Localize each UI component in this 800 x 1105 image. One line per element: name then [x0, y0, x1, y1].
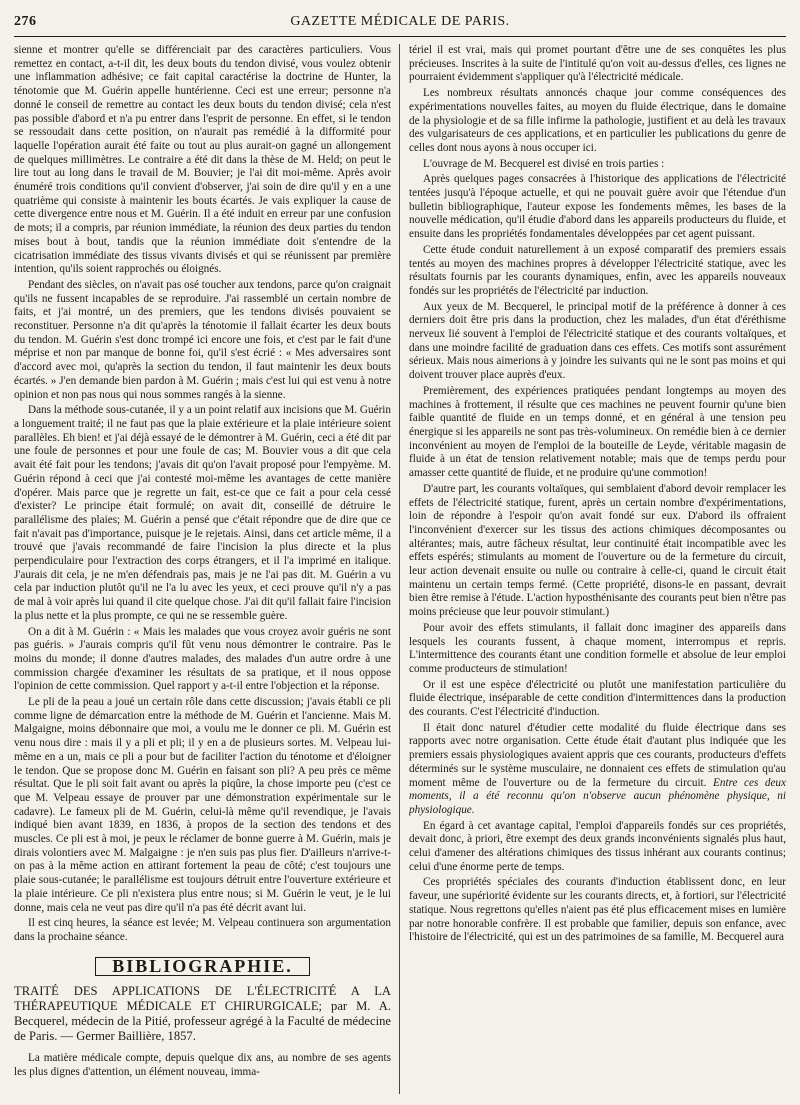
paragraph-text: Aux yeux de M. Becquerel, le principal motif de la préférence à donner à ces derniers doit être pris dans la production, chez les malades, d'un état d'éréthisme nerveux lié souvent à l'emploi de l'électricité statique et des courants voltaïques, et dans une moindre facilité de graduation dans ces effets. Ces motifs sont assurément sérieux. Mais nous aimerions à y joindre les suivants qui ne le sont pas moins et qui doivent trouver place auprès d'eux. [409, 300, 786, 382]
paragraph [409, 820, 786, 875]
paragraph-text: Cette étude conduit naturellement à un exposé comparatif des premiers essais tentés au moyen des machines propres à développer l'électricité statique, avec les résultats fournis par les courants dynamiques, enfin, avec les appareils nouveaux fondés sur les propriétés de l'électricité par induction. [409, 243, 786, 297]
paragraph-text: Premièrement, des expériences pratiquées pendant longtemps au moyen des machines à frottement, il résulte que ces machines ne peuvent fournir qu'une bien faible quantité de fluide en un temps donné, et en général à une tension peu énergique si les appareils ne sont pas très-volumineux. On remédie bien à ce dernier inconvénient au moyen de l'emploi de la bouteille de Leyde, véritable magasin de fluide à un état de tension relativement notable; mais que de temps perdu pour amasser cette quantité de fluide, et ne produire qu'une commotion! [409, 384, 786, 480]
paragraph [409, 158, 786, 172]
paragraph [409, 483, 786, 620]
bibliography-section [14, 957, 391, 977]
paragraph-text: Pour avoir des effets stimulants, il fallait donc imaginer des appareils dans lesquels les courants fussent, à chaque moment, interrompus et repris. L'intermittence des courants étant une condition formelle et absolue de leur emploi comme producteurs de stimulation! [409, 621, 786, 675]
paragraph-text: sienne et montrer qu'elle se différenciait par des caractères particuliers. Vous remettez en contact, a-t-il dit, les deux bouts du tendon divisé, vous voulez obtenir une inflammation adhésive; ce fait capital caractérise la doctrine de Hunter, la ténotomie que M. Guérin appelle huntérienne. Ceci est une erreur; personne n'a donné le conseil de remettre au contact les deux bouts du tendon divisé; cela n'est pas possible d'abord et n'a pu entrer dans l'esprit de personne. En effet, si le tendon se ressoudait dans cette position, on n'aurait pas remédié à la difformité pour laquelle l'opération aurait été faite ou tout au plus aurait-on gagné un allongement de quelques millimètres. Le contraire a été dit dans la thèse de M. Held; on peut le lire tout au long dans le travail de M. Bouvier; je l'ai dit moi-même. Après avoir énuméré trois conditions qu'il convient d'observer, j'ai soin de dire qu'il y en a une quatrième qui consiste à maintenir les bouts écartés. Je vais expliquer la cause de cette divergence entre nous et M. Guérin. Il a été induit en erreur par une confusion de mots; il a compris, par réunion immédiate, la réunion des deux parties du tendon mises bout à bout, tandis que la réunion immédiate doit s'entendre de la cicatrisation immédiate des tissus vivants divisés et qui se réunissent par première intention, qu'ils soient rapprochés ou éloignés. [14, 44, 391, 276]
paragraph-text: Dans la méthode sous-cutanée, il y a un point relatif aux incisions que M. Guérin a longuement traité; il ne faut pas que la plaie extérieure et la plaie intérieure soient parallèles. Eh bien! et j'ai déjà essayé de le démontrer à M. Guérin, ceci a été dit par une foule de personnes et pour une foule de cas; M. Bouvier vous a dit que cela avait été fait pour les tendons; j'avais dit qu'on l'avait proposé pour l'empyème. M. Guérin répond à ceci que j'ai contesté moi-même les avantages de cette manière d'opérer. Mais parce que je regrette un fait, est-ce que ce fait a pour cela cessé d'exister? Le principe était formulé; on avait dit, conseillé de détruire le parallélisme des plaies; M. Guérin a pensé que c'était répondre que de dire que ce fait n'avait pas d'importance, puisque je le rejetais. Ainsi, dans cet article même, il a trouvé que j'avais recommandé de faire l'incision la plus directe et la plus perpendiculaire pour l'extraction des corps étrangers, et il l'a imprimé en italique. J'aurais dit cela, je ne m'en défendrais pas, mais je ne l'ai pas dit. M. Guérin a vu cela par induction plutôt qu'il ne l'a lu avec les yeux, et ceci prouve qu'il n'y a pas de mal à voir après lui quand il cite quelque chose. J'ai dit qu'il fallait faire l'incision la plus nette et la plus prompte, ce qui ne se ressemble guère. [14, 404, 391, 622]
paragraph-text: Après quelques pages consacrées à l'historique des applications de l'électricité tentées jusqu'à l'époque actuelle, et qui ne pouvait guère avoir que l'étendue d'un bulletin bibliographique, l'auteur expose les fondements mêmes, les bases de la nouvelle médication, qu'il étudie d'abord dans les appareils producteurs du fluide, et ensuite dans les propriétés fondamentales développées par cet agent puissant. [409, 173, 786, 241]
paragraph-text: Or il est une espèce d'électricité ou plutôt une manifestation particulière du fluide électrique, inséparable de cette condition d'intermittences dans la production des courants. C'est l'électricité d'induction. [409, 678, 786, 719]
paragraph-text: On a dit à M. Guérin : « Mais les malades que vous croyez avoir guéris ne sont pas guéris. » J'aurais compris qu'il fût venu nous démontrer le contraire. Pas le moins du monde; il donne d'autres malades, des malades d'un autre ordre à une commission chargée d'examiner les résultats de sa pratique, et il nous oppose l'opinion de cette commission. Quel rapport y a-t-il entre l'objection et la réponse. [14, 625, 391, 693]
paragraph [14, 696, 391, 915]
paragraph-text: Ces propriétés spéciales des courants d'induction établissent donc, en leur faveur, une supériorité évidente sur les courants directs, et, à fortiori, sur l'électricité statique. Nous regrettons qu'elles n'aient pas été plus efficacement mises en lumière par notre honorable confrère. Il est probable que familier, depuis son enfance, avec l'histoire de l'électricité, qui est un des patrimoines de sa famille, M. Becquerel aura [409, 876, 786, 944]
left-column [14, 44, 391, 1098]
paragraph-text: tériel il est vrai, mais qui promet pourtant d'être une de ses conquêtes les plus précieuses. Inscrites à la suite de l'intitulé qu'on voit au-dessus d'elles, ces lignes ne pourraient évidemment s'appliquer qu'à l'électricité médicale. [409, 44, 786, 84]
paragraph-text: Les nombreux résultats annoncés chaque jour comme conséquences des expérimentations nouvelles faites, au moyen du fluide électrique, dans le domaine de la physiologie et de sa fille infirme la pathologie, justifient et au delà les travaux des vulgarisateurs de ces applications, et en particulier les publications du genre de celles dont nous ayons à nous occuper ici. [409, 87, 786, 154]
paragraph-text: Le pli de la peau a joué un certain rôle dans cette discussion; j'avais établi ce pli comme ligne de démarcation entre la méthode de M. Guérin et l'ancienne. Mais M. Malgaigne, moins débonnaire que moi, a voulu me le donner ce pli. M. Guérin est venu nous dire : mais il y a pli et pli; il y en a de plusieurs sortes. M. Velpeau lui-même en a un, mais ce pli a pour but de faciliter l'action du ténotome et d'éloigner le tendon. Que se propose donc M. Guérin en faisant son pli? A peu près ce même résultat. Que le pli soit fait avant ou après la piqûre, la chose importe peu (c'est ce que M. Velpeau essaye de prouver par une démonstration expérimentale sur le cadavre). Le fameux pli de M. Guérin, celui-là même qu'il revendique, je l'avais indiqué bien avant 1839, en 1836, à propos de la section des tendons et des muscles. Ce pli est à moi, je peux le réclamer de bonne guerre à M. Guérin, mais je dirais volontiers avec M. Malgaigne : je n'en suis pas plus fier. D'ailleurs n'arrive-t-on pas à la même action en attirant fortement la peau de côté; c'est toujours une plaie sous-cutanée; le parallélisme est toujours détruit entre l'ouverture extérieure et la plaie intérieure. Ce pli n'existera plus entre nous; si M. Guérin le veut, je le lui donne, mais cela ne veut pas dire qu'il n'a pas été décrit avant lui. [14, 696, 391, 914]
paragraph-text: La matière médicale compte, depuis quelque dix ans, au nombre de ses agents les plus dignes d'attention, un élément nouveau, imma- [14, 1052, 391, 1079]
column-rule [399, 44, 400, 1094]
paragraph [14, 626, 391, 695]
paragraph [14, 404, 391, 623]
paragraph [14, 917, 391, 944]
bibliography-heading: BIBLIOGRAPHIE. [95, 957, 310, 977]
paragraph [409, 876, 786, 945]
paragraph-text: Il était donc naturel d'étudier cette modalité du fluide électrique dans ses rapports avec notre organisation. Cette étude était d'autant plus indiquée que les premiers essais physiologiques avaient appris que ces courants, producteurs d'effets déterminés sur le système musculaire, ne donnaient ces effets de stimulation qu'au moment même de l'ouverture ou de la fermeture du circuit. [409, 721, 786, 789]
book-reference [14, 984, 391, 1044]
left-column-text [14, 44, 391, 945]
right-column-text [409, 44, 786, 945]
paragraph [409, 44, 786, 85]
right-column [409, 44, 786, 1098]
paragraph [409, 301, 786, 383]
paragraph [14, 1052, 391, 1079]
paragraph [409, 722, 786, 818]
paragraph [409, 173, 786, 242]
journal-title: GAZETTE MÉDICALE DE PARIS. [290, 14, 510, 29]
paragraph-text: L'ouvrage de M. Becquerel est divisé en trois parties : [423, 157, 665, 170]
paragraph-text: En égard à cet avantage capital, l'emploi d'appareils fondés sur ces propriétés, devait donc, à priori, être exempt des deux grands inconvénients signalés plus haut, celui d'amener des altérations chimiques des tissus inhérant aux courants continus; celui d'une énorme perte de temps. [409, 819, 786, 873]
paragraph [14, 279, 391, 402]
paragraph [409, 679, 786, 720]
paragraph-text: Il est cinq heures, la séance est levée; M. Velpeau continuera son argumentation dans la prochaine séance. [14, 917, 391, 943]
paragraph-text: Pendant des siècles, on n'avait pas osé toucher aux tendons, parce qu'on craignait qu'ils ne fussent incapables de se reproduire. J'ai rassemblé un certain nombre de faits, et j'ai montré, un des premiers, que les tendons divisés pouvaient se reconstituer. Personne n'a dit qu'après la ténotomie il fallait écarter les deux bouts du tendon. M. Guérin s'est donc trompé ici encore une fois, et c'est par le fait d'une méprise et non par manque de bonne foi, qu'il s'est écrié : « Mes adversaires sont d'accord avec moi, qu'après la section du tendon, il faut maintenir les deux bouts écartés. » J'en demande bien pardon à M. Guérin ; mais c'est lui qui est venu à notre opinion et non pas nous qui nous sommes rangés à la sienne. [14, 278, 391, 401]
page-header [14, 10, 786, 37]
paragraph [409, 244, 786, 299]
paragraph [409, 622, 786, 677]
emphasized-text: Entre ces deux moments, il a été reconnu qu'on n'observe aucun phénomène physique, ni physiologique. [409, 776, 786, 816]
paragraph [409, 87, 786, 156]
book-title: TRAITÉ DES APPLICATIONS DE L'ÉLECTRICITÉ A LA THÉRAPEUTIQUE MÉDICALE ET CHIRURGICALE [14, 984, 391, 1014]
review-opening [14, 1052, 391, 1079]
paragraph-text: D'autre part, les courants voltaïques, qui semblaient d'abord devoir remplacer les effets de l'électricité statique, furent, après un certain nombre d'expérimentations, loin de répondre à l'espoir qu'on avait fondé sur eux. D'abord ils offraient l'inconvénient d'exercer sur les tissus des actions chimiques décomposantes ou altérantes; mais, autre fâcheux résultat, leur continuité était incompatible avec les effets espérés; stimulants au moment de l'ouverture ou de la fermeture du circuit, leur action devenait ensuite ou nulle ou contraire à celle-ci, quand le circuit était maintenu un certain temps fermé. (Cette propriété, disons-le en passant, devrait bien être remise à l'étude. L'action hyposthénisante des courants peut bien n'être pas moins précieuse que leur pouvoir stimulant.) [409, 482, 786, 619]
paragraph [409, 385, 786, 481]
book-details: ; par M. A. Becquerel, médecin de la Pitié, professeur agrégé à la Faculté de médecine de Paris. — Germer Baillière, 1857. [14, 999, 391, 1044]
page-number: 276 [14, 14, 37, 29]
paragraph [14, 44, 391, 277]
